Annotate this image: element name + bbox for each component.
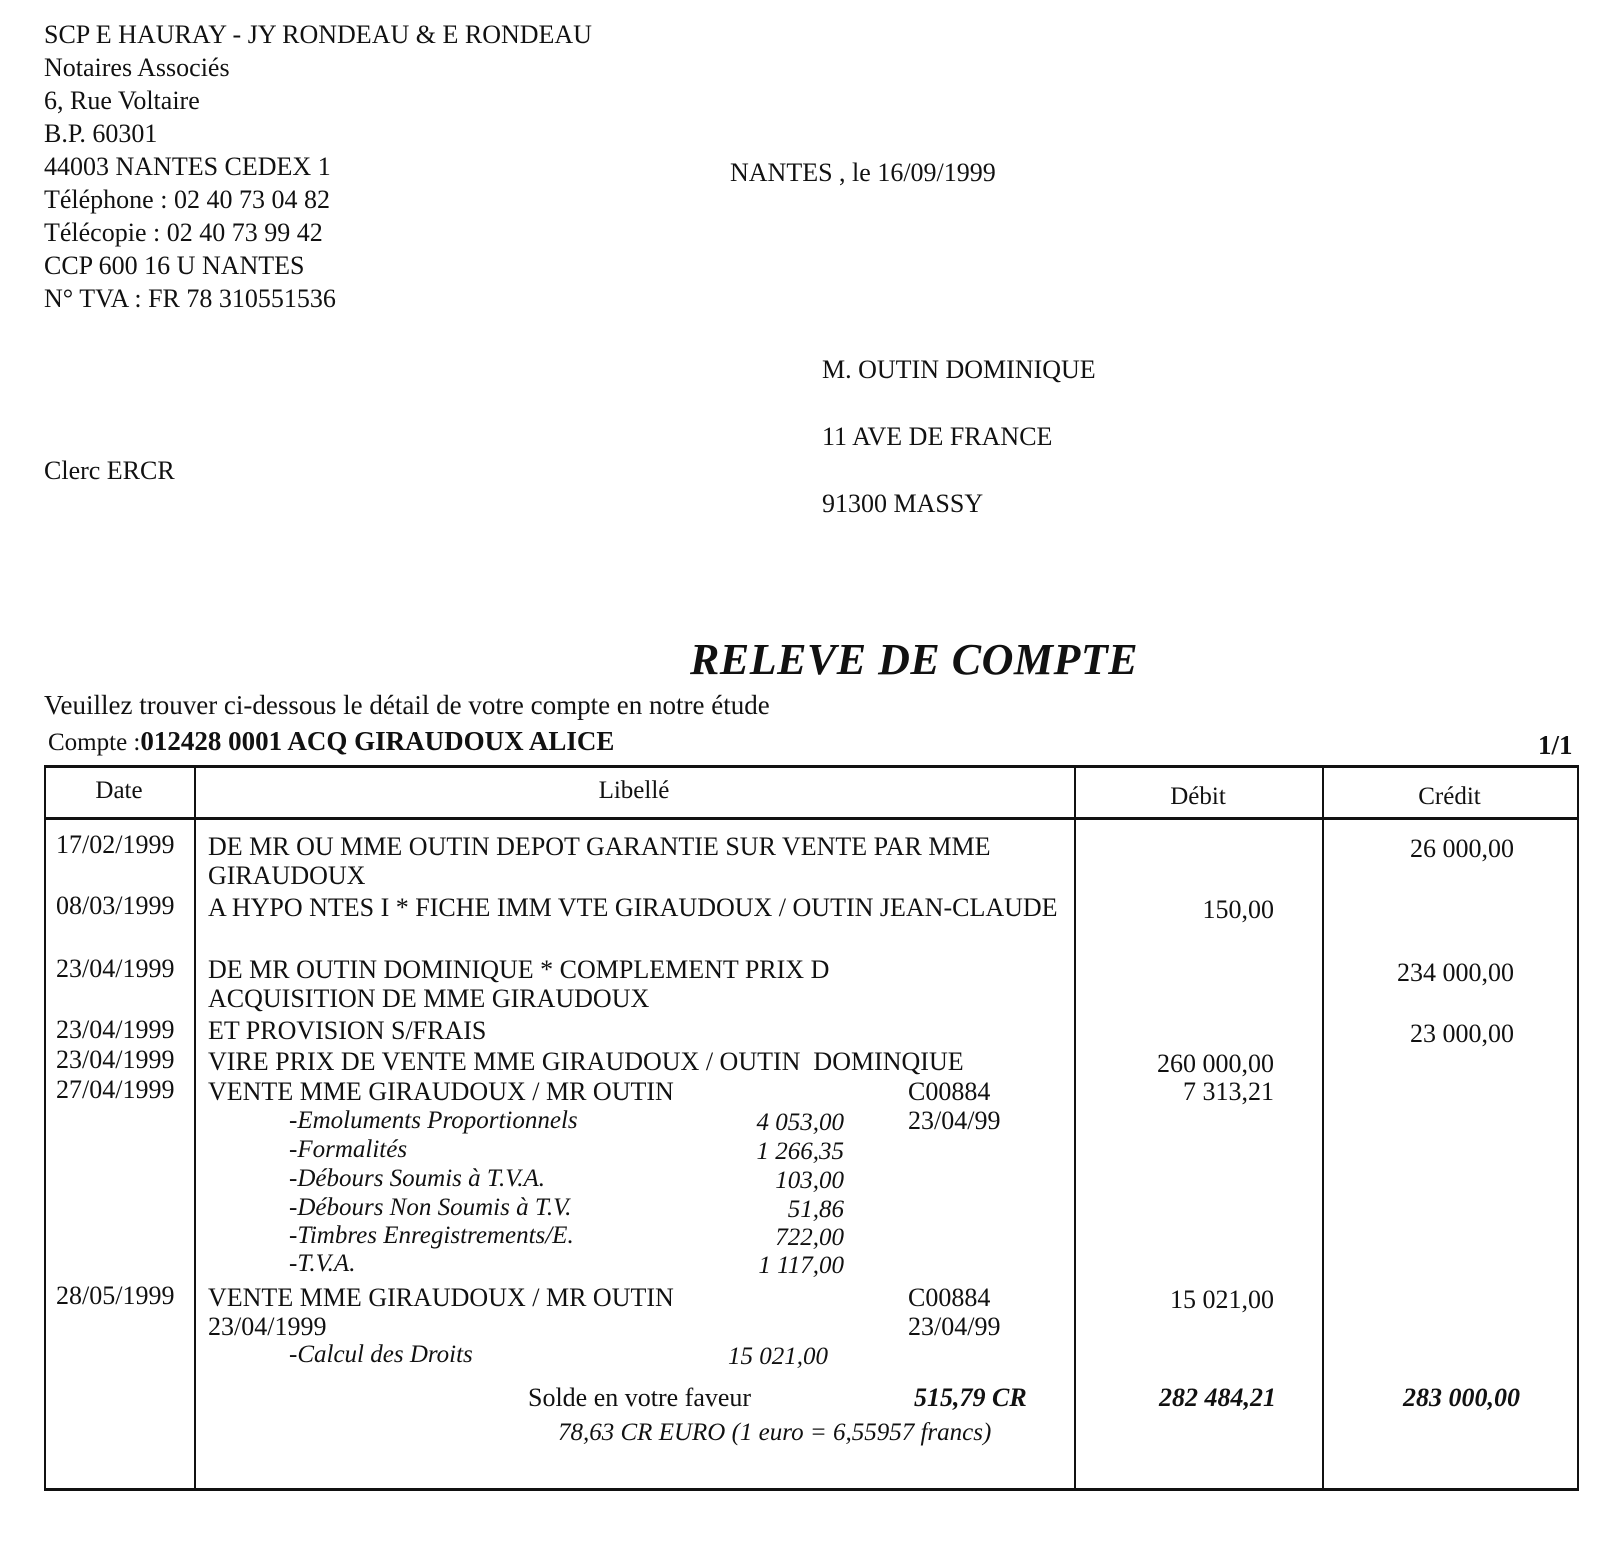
detail-label: -Calcul des Droits — [289, 1341, 473, 1368]
row-libelle-text: VENTE MME GIRAUDOUX / MR OUTIN — [208, 1077, 674, 1106]
row-debit: 150,00 — [1202, 895, 1274, 924]
sender-line: Téléphone : 02 40 73 04 82 — [44, 185, 330, 214]
page-number: 1/1 — [1538, 730, 1573, 760]
column-divider — [1074, 765, 1076, 1491]
account-label: Compte : — [48, 729, 141, 756]
row-date: 28/05/1999 — [56, 1281, 175, 1310]
table-bottom-border — [44, 1488, 1579, 1491]
recipient-address — [822, 355, 1096, 556]
recipient-street: 11 AVE DE FRANCE — [822, 422, 1053, 451]
detail-value: 1 266,35 — [756, 1138, 844, 1165]
detail-label: -Débours Non Soumis à T.V. — [289, 1194, 572, 1221]
row-libelle: DE MR OUTIN DOMINIQUE * COMPLEMENT PRIX D ACQUISITION DE MME GIRAUDOUX — [208, 955, 830, 1013]
sender-line: 6, Rue Voltaire — [44, 86, 200, 115]
header-date: Date — [95, 777, 143, 804]
sender-line: N° TVA : FR 78 310551536 — [44, 284, 336, 313]
header-credit: Crédit — [1418, 783, 1481, 810]
detail-value: 722,00 — [775, 1224, 844, 1251]
row-libelle: ET PROVISION S/FRAIS — [208, 1016, 487, 1045]
row-libelle-text: VENTE MME GIRAUDOUX / MR OUTIN — [208, 1283, 674, 1312]
sender-line: 44003 NANTES CEDEX 1 — [44, 152, 331, 181]
row-date: 27/04/1999 — [56, 1075, 175, 1104]
recipient-name: M. OUTIN DOMINIQUE — [822, 355, 1096, 384]
clerk-ref: Clerc ERCR — [44, 456, 175, 485]
account-line — [48, 726, 614, 757]
balance-amount: 515,79 CR — [914, 1383, 1027, 1412]
detail-label: -Débours Soumis à T.V.A. — [289, 1165, 546, 1192]
sender-line: B.P. 60301 — [44, 119, 158, 148]
detail-label: -Timbres Enregistrements/E. — [289, 1222, 574, 1249]
statement-table — [44, 765, 1579, 1491]
sender-line: SCP E HAURAY - JY RONDEAU & E RONDEAU — [44, 20, 592, 49]
detail-value: 51,86 — [787, 1196, 844, 1223]
row-debit: 15 021,00 — [1170, 1285, 1274, 1314]
detail-label: -Emoluments Proportionnels — [289, 1107, 578, 1134]
recipient-city: 91300 MASSY — [822, 489, 984, 518]
row-libelle: DE MR OU MME OUTIN DEPOT GARANTIE SUR VENTE PAR MME GIRAUDOUX — [208, 832, 991, 890]
column-divider — [194, 765, 196, 1491]
detail-value: 1 117,00 — [758, 1252, 844, 1279]
row-libelle-date: 23/04/1999 — [208, 1312, 327, 1341]
row-date: 17/02/1999 — [56, 830, 175, 859]
row-credit: 26 000,00 — [1410, 834, 1514, 863]
sender-address — [44, 18, 592, 315]
sender-line: Télécopie : 02 40 73 99 42 — [44, 218, 323, 247]
detail-value: 4 053,00 — [756, 1109, 844, 1136]
row-date: 23/04/1999 — [56, 1015, 175, 1044]
row-date: 23/04/1999 — [56, 1045, 175, 1074]
euro-balance: 78,63 CR EURO (1 euro = 6,55957 francs) — [558, 1419, 992, 1446]
sender-line: CCP 600 16 U NANTES — [44, 251, 305, 280]
total-credit: 283 000,00 — [1403, 1383, 1520, 1412]
detail-value: 15 021,00 — [728, 1343, 828, 1370]
row-debit: 260 000,00 — [1157, 1049, 1274, 1078]
row-libelle — [208, 1283, 1058, 1341]
row-credit: 234 000,00 — [1397, 958, 1514, 987]
row-reference: C00884 23/04/99 — [908, 1283, 1001, 1341]
sender-line: Notaires Associés — [44, 53, 230, 82]
total-debit: 282 484,21 — [1159, 1383, 1276, 1412]
detail-label: -Formalités — [289, 1136, 408, 1163]
row-date: 08/03/1999 — [56, 891, 175, 920]
column-divider — [1577, 765, 1579, 1491]
account-value: 012428 0001 ACQ GIRAUDOUX ALICE — [140, 726, 615, 756]
row-date: 23/04/1999 — [56, 954, 175, 983]
header-debit: Débit — [1170, 783, 1226, 810]
column-divider — [1322, 765, 1324, 1491]
detail-value: 103,00 — [775, 1167, 844, 1194]
row-debit: 7 313,21 — [1183, 1077, 1274, 1106]
intro-text: Veuillez trouver ci-dessous le détail de votre compte en notre étude — [44, 690, 770, 720]
place-date: NANTES , le 16/09/1999 — [730, 158, 996, 187]
row-libelle: VIRE PRIX DE VENTE MME GIRAUDOUX / OUTIN DOMINQIUE — [208, 1047, 964, 1076]
column-divider — [44, 765, 46, 1491]
header-libelle: Libellé — [598, 777, 670, 804]
balance-label: Solde en votre faveur — [528, 1383, 752, 1412]
detail-label: -T.V.A. — [289, 1250, 356, 1277]
row-credit: 23 000,00 — [1410, 1019, 1514, 1048]
row-libelle: A HYPO NTES I * FICHE IMM VTE GIRAUDOUX / OUTIN JEAN-CLAUDE — [208, 893, 1058, 922]
document-title: RELEVE DE COMPTE — [690, 635, 1139, 684]
row-reference: C00884 23/04/99 — [908, 1077, 1001, 1135]
